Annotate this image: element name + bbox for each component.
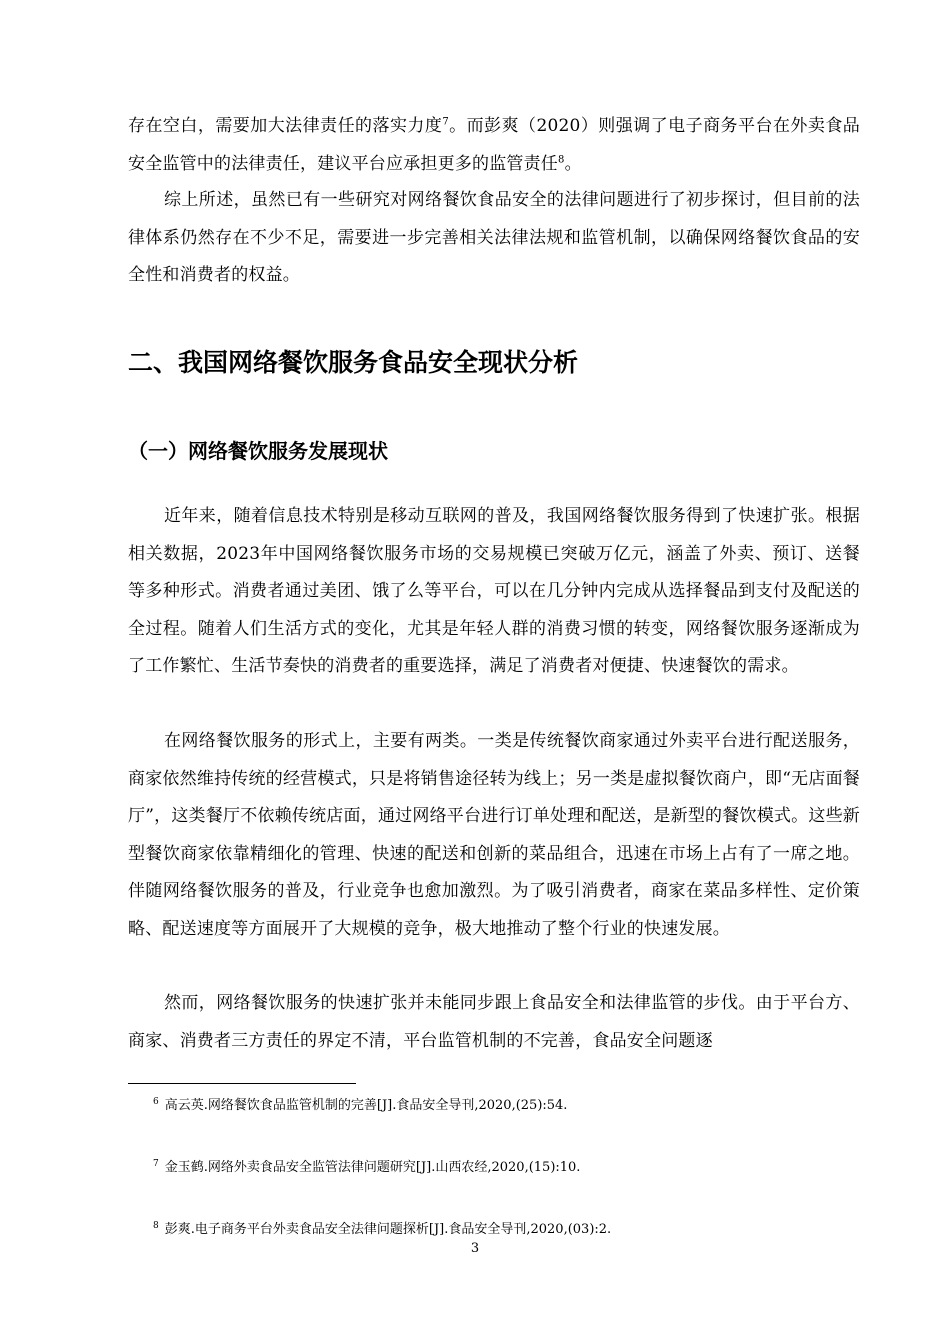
paragraph-text: 。而彭爽（2020）则强调了电子商务平台在外卖食品安全监管中的法律责任，建议平台应承担更多的监管责任 — [128, 116, 860, 174]
footnote-6 — [153, 1097, 567, 1115]
footnote-number: 6 — [153, 1096, 159, 1107]
subsection-heading: （一）网络餐饮服务发展现状 — [128, 439, 388, 463]
paragraph-text: 存在空白，需要加大法律责任的落实力度 — [128, 116, 443, 136]
footnote-text: 金玉鹤.网络外卖食品安全监管法律问题研究[J].山西农经,2020,(15):10. — [164, 1160, 581, 1175]
paragraph-development: 近年来，随着信息技术特别是移动互联网的普及，我国网络餐饮服务得到了快速扩张。根据相关数据，2023年中国网络餐饮服务市场的交易规模已突破万亿元，涵盖了外卖、预订、送餐等多种形式。消费者通过美团、饿了么等平台，可以在几分钟内完成从选择餐品到支付及配送的全过程。随着人们生活方式的变化，尤其是年轻人群的消费习惯的转变，网络餐饮服务逐渐成为了工作繁忙、生活节奏快的消费者的重要选择，满足了消费者对便捷、快速餐饮的需求。 — [128, 506, 860, 676]
paragraph-text: 。 — [564, 153, 582, 174]
footnote-number: 8 — [153, 1220, 159, 1231]
paragraph-continued — [128, 108, 860, 183]
footnote-number: 7 — [153, 1158, 159, 1169]
paragraph-summary: 综上所述，虽然已有一些研究对网络餐饮食品安全的法律问题进行了初步探讨，但目前的法律体系仍然存在不少不足，需要进一步完善相关法律法规和监管机制，以确保网络餐饮食品的安全性和消费者的权益。 — [128, 190, 860, 285]
footnote-text: 彭爽.电子商务平台外卖食品安全法律问题探析[J].食品安全导刊,2020,(03):2. — [164, 1222, 612, 1237]
paragraph-service-forms: 在网络餐饮服务的形式上，主要有两类。一类是传统餐饮商家通过外卖平台进行配送服务，商家依然维持传统的经营模式，只是将销售途径转为线上；另一类是虚拟餐饮商户，即“无店面餐厅”，这类餐厅不依赖传统店面，通过网络平台进行订单处理和配送，是新型的餐饮模式。这些新型餐饮商家依靠精细化的管理、快速的配送和创新的菜品组合，迅速在市场上占有了一席之地。伴随网络餐饮服务的普及，行业竞争也愈加激烈。为了吸引消费者，商家在菜品多样性、定价策略、配送速度等方面展开了大规模的竞争，极大地推动了整个行业的快速发展。 — [128, 731, 860, 939]
footnote-8 — [153, 1221, 611, 1239]
footnote-text: 高云英.网络餐饮食品监管机制的完善[J].食品安全导刊,2020,(25):54. — [164, 1098, 568, 1113]
footnote-7 — [153, 1159, 580, 1177]
footnote-separator — [128, 1083, 356, 1084]
footnote-ref-7[interactable]: 7 — [442, 116, 449, 128]
paragraph-problems: 然而，网络餐饮服务的快速扩张并未能同步跟上食品安全和法律监管的步伐。由于平台方、商家、消费者三方责任的界定不清，平台监管机制的不完善，食品安全问题逐 — [128, 993, 860, 1051]
footnote-ref-8[interactable]: 8 — [558, 153, 565, 165]
section-heading: 二、我国网络餐饮服务食品安全现状分析 — [128, 348, 579, 377]
page-number: 3 — [470, 1241, 480, 1256]
